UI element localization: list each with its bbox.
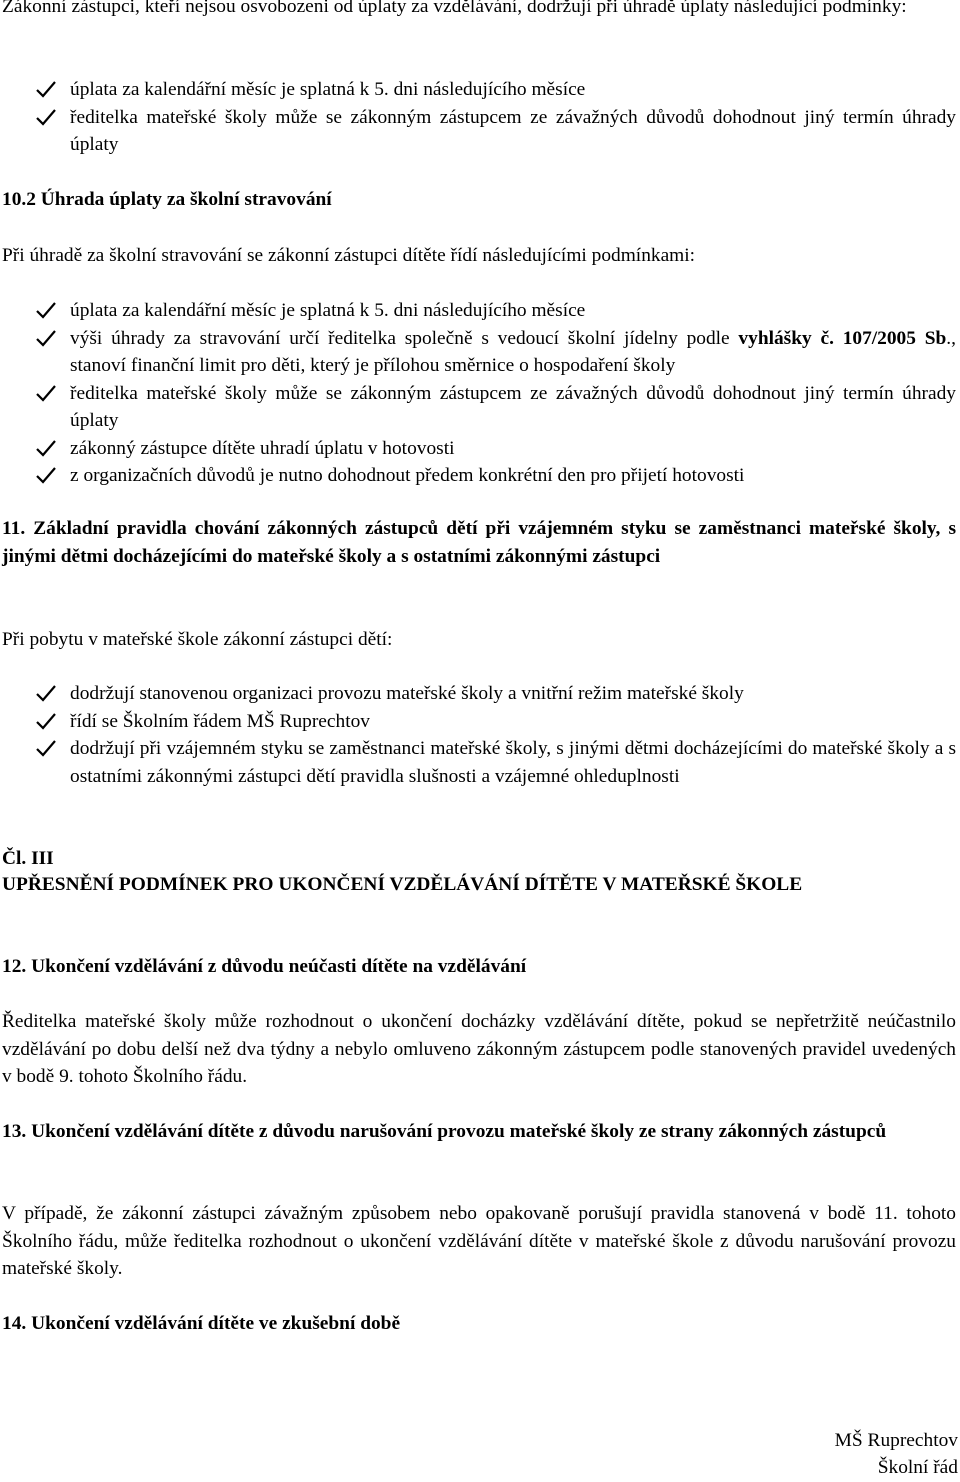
intro-paragraph: Zákonní zástupci, kteří nejsou osvobozeni od úplaty za vzdělávání, dodržují při úhradě úplaty následující podmínky: [2,0,907,17]
section-paragraph: Ředitelka mateřské školy může rozhodnout o ukončení docházky vzdělávání dítěte, pokud se nepřetržitě neúčastnilo vzdělávání po dobu delší než dva týdny a nebylo omluveno zákonným zástupcem podle stanovených pravidel uvedených v bodě 9. tohoto Školního řádu. [2,1011,956,1087]
section-paragraph: V případě, že zákonní zástupci závažným způsobem nebo opakovaně porušují pravidla stanovená v bodě 11. tohoto Školního řádu, může ředitelka rozhodnout o ukončení vzdělávání dítěte v mateřské škole z důvodu narušování provozu mateřské školy. [2,1203,956,1279]
section-heading-14: 14. Ukončení vzdělávání dítěte ve zkušební době [2,1313,401,1334]
check-icon [34,76,58,103]
check-icon [34,708,58,735]
list-item-text: dodržují při vzájemném styku se zaměstnanci mateřské školy, s jinými dětmi docházejícími do mateřské školy a s ostatními zákonnými zástupci dětí pravidla slušnosti a vzájemné ohleduplnosti [70,738,956,787]
section-heading-13: 13. Ukončení vzdělávání dítěte z důvodu narušování provozu mateřské školy ze strany zákonných zástupců [2,1121,887,1142]
section-heading-12: 12. Ukončení vzdělávání z důvodu neúčasti dítěte na vzdělávání [2,956,527,977]
list-item [0,708,956,736]
footer-doc-title: Školní řád [877,1457,958,1478]
section-paragraph: Při úhradě za školní stravování se zákonní zástupci dítěte řídí následujícími podmínkami: [2,245,696,266]
list-item-text: dodržují stanovenou organizaci provozu mateřské školy a vnitřní režim mateřské školy [70,683,744,704]
list-item [0,462,956,490]
check-icon [34,462,58,489]
section-heading-11: 11. Základní pravidla chování zákonných zástupců dětí při vzájemném styku se zaměstnanci mateřské školy, s jinými dětmi docházejícími do mateřské školy a s ostatními zákonnými zástupci [2,518,956,567]
list-item-text: výši úhrady za stravování určí ředitelka společně s vedoucí školní jídelny podle [70,327,739,349]
list-item [0,104,956,159]
check-icon [34,435,58,462]
list-item-text: úplata za kalendářní měsíc je splatná k 5. dni následujícího měsíce [70,300,586,321]
list-item-text: ředitelka mateřské školy může se zákonným zástupcem ze závažných důvodů dohodnout jiný termín úhrady úplaty [70,106,956,155]
decree-reference: vyhlášky č. 107/2005 Sb [738,327,947,349]
list-item [0,297,956,325]
list-payment-conditions [0,76,956,159]
list-item-text: řídí se Školním řádem MŠ Ruprechtov [70,710,370,732]
check-icon [34,297,58,324]
section-heading-10-2: 10.2 Úhrada úplaty za školní stravování [2,189,332,210]
list-item-text: zákonný zástupce dítěte uhradí úplatu v hotovosti [70,437,455,459]
chapter-number: Čl. III [2,848,54,869]
list-item [0,76,956,104]
list-item [0,435,956,463]
list-item [0,380,956,435]
list-item [0,680,956,708]
list-parent-rules [0,680,956,790]
section-paragraph: Při pobytu v mateřské škole zákonní zástupci dětí: [2,629,393,650]
check-icon [34,325,58,352]
list-item-text-cont: ., stanoví finanční limit pro děti, který je přílohou směrnice o hospodaření školy [70,327,956,376]
check-icon [34,680,58,707]
list-item [0,735,956,790]
chapter-title: UPŘESNĚNÍ PODMÍNEK PRO UKONČENÍ VZDĚLÁVÁNÍ DÍTĚTE V MATEŘSKÉ ŠKOLE [2,874,803,895]
list-item-text: úplata za kalendářní měsíc je splatná k 5. dni následujícího měsíce [70,79,586,100]
footer-school: MŠ Ruprechtov [834,1430,958,1451]
list-meal-payment-conditions [0,297,956,490]
check-icon [34,380,58,407]
check-icon [34,735,58,762]
check-icon [34,104,58,131]
list-item-text: z organizačních důvodů je nutno dohodnout předem konkrétní den pro přijetí hotovosti [70,465,745,486]
list-item [0,325,956,380]
list-item-text: ředitelka mateřské školy může se zákonným zástupcem ze závažných důvodů dohodnout jiný termín úhrady úplaty [70,382,956,431]
